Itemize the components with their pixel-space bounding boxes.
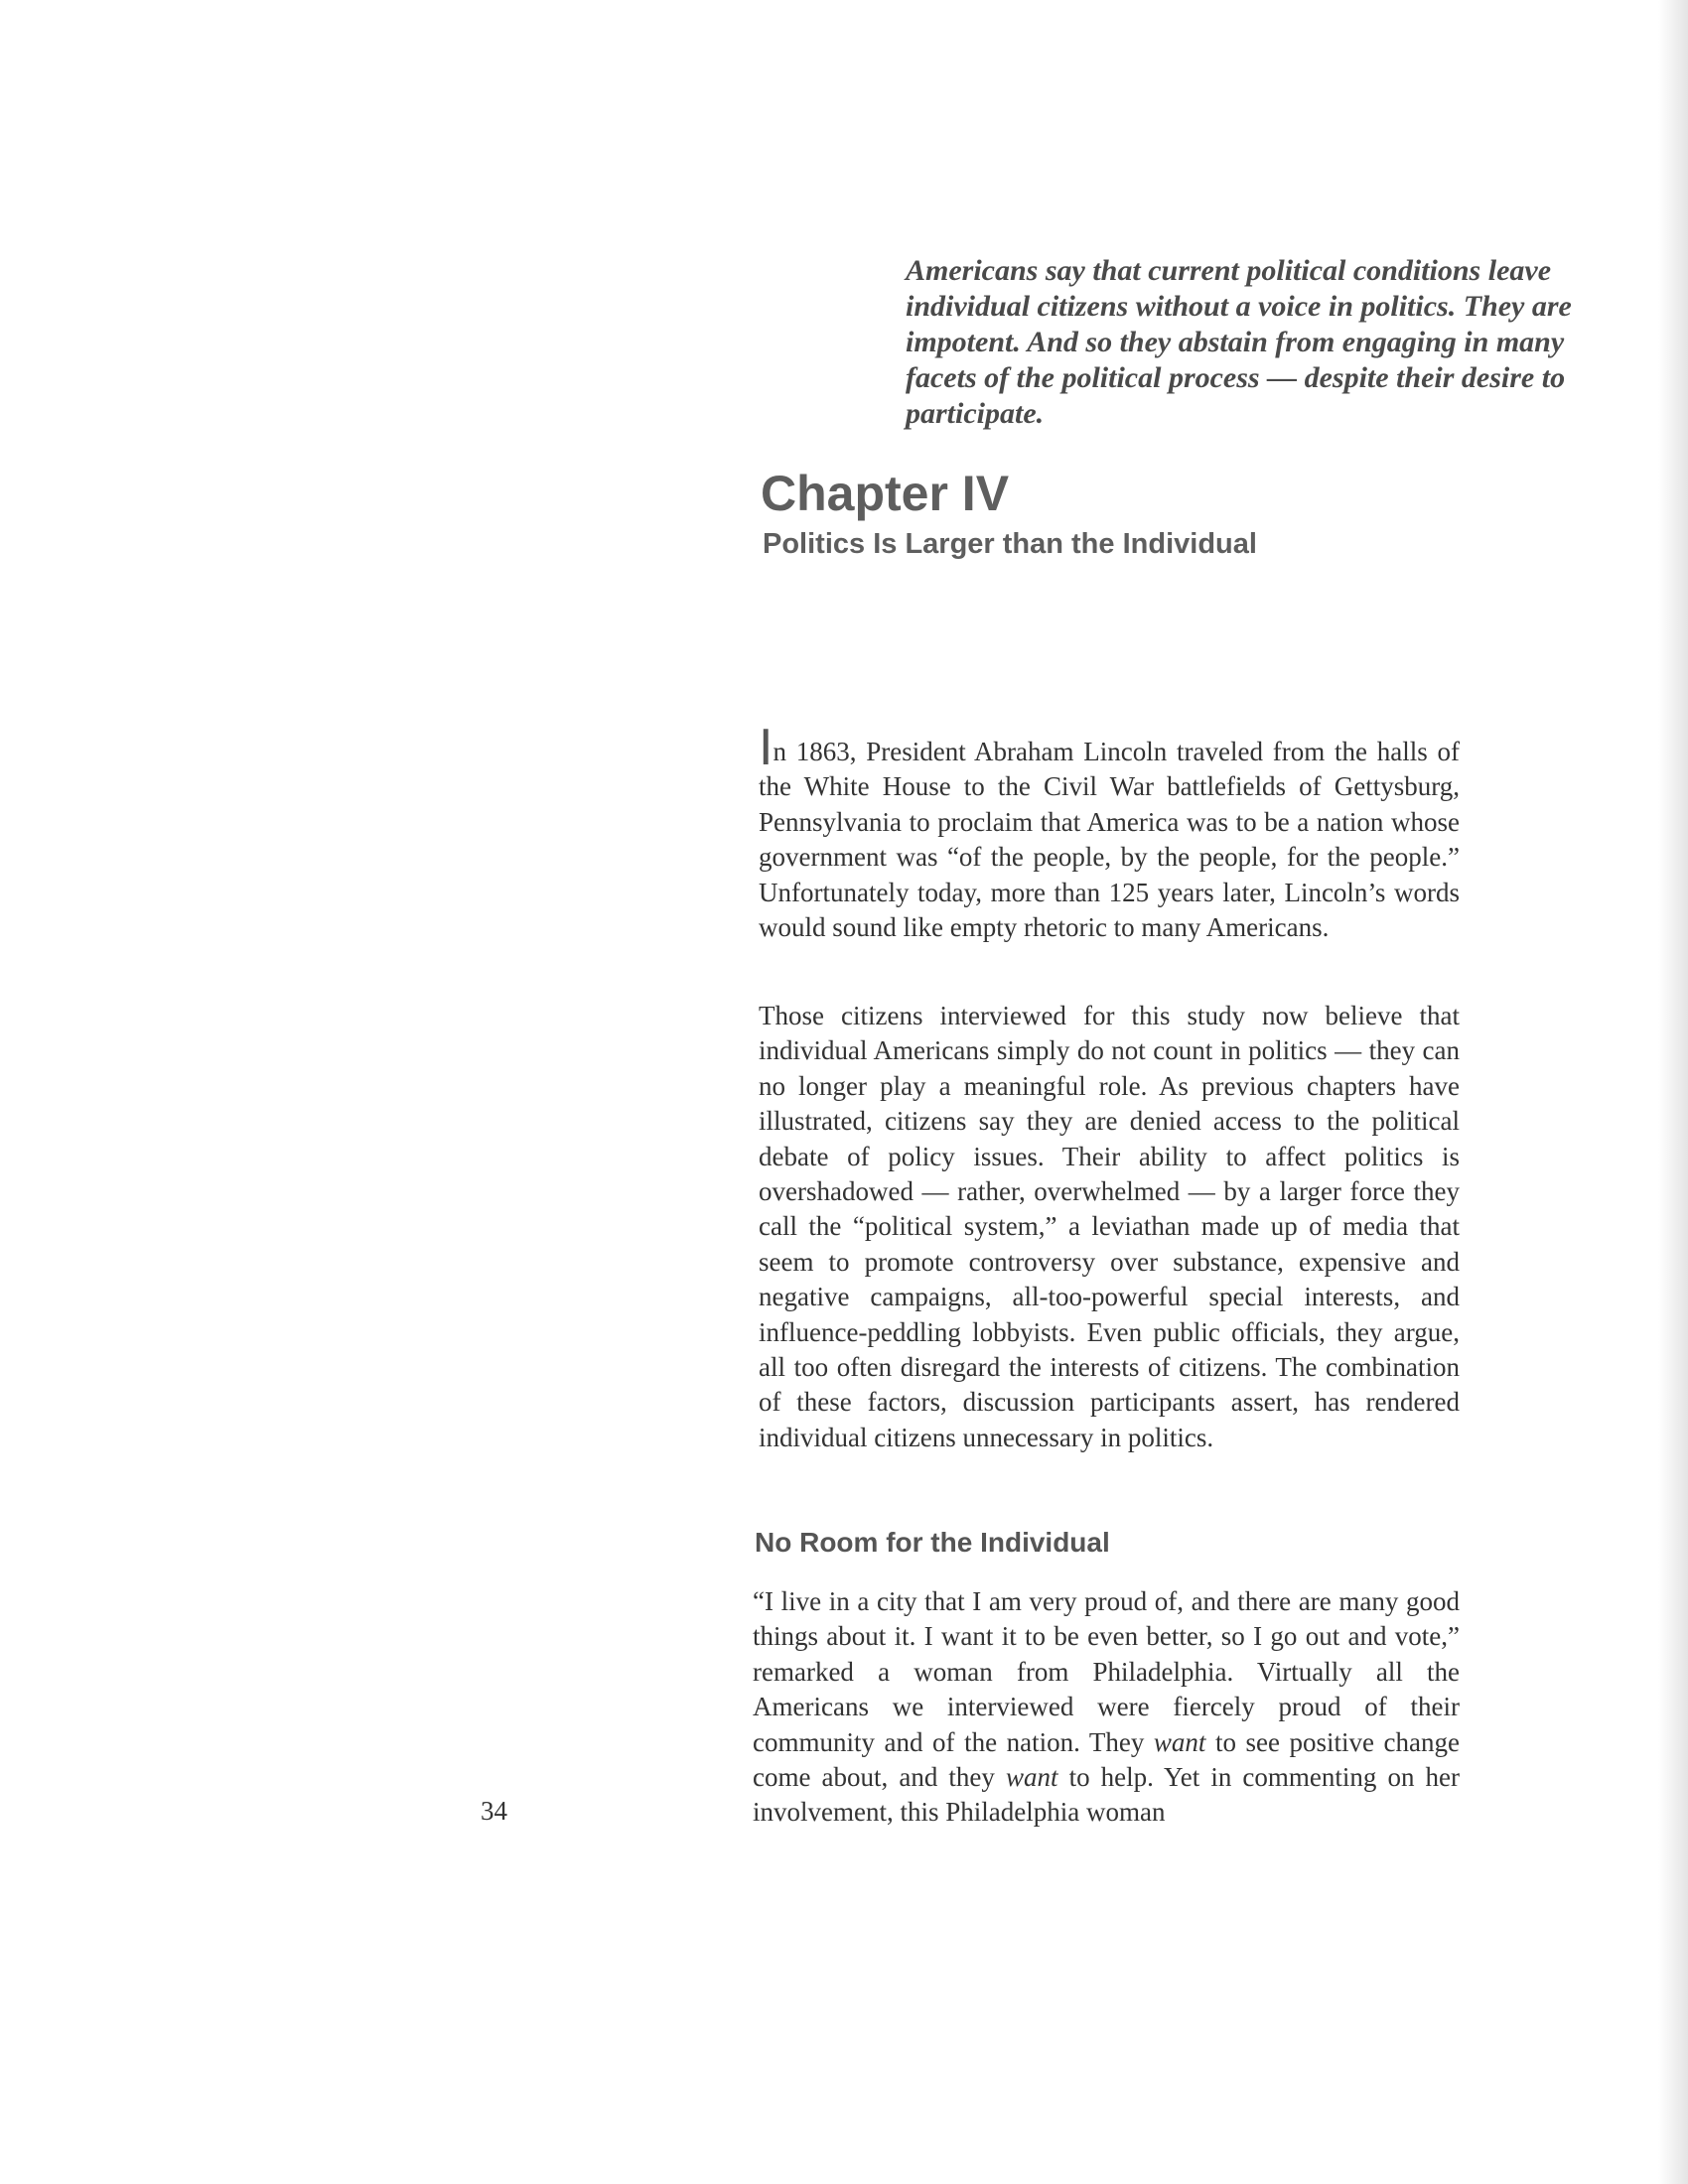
body-paragraph-1 [759, 719, 1460, 945]
body-paragraph-2: Those citizens interviewed for this study now believe that individual Americans simply do not count in politics — they can no longer play a meaningful role. As previous chapters have illustrated, citizens say they are denied access to the political debate of policy issues. Their ability to affect politics is overshadowed — rather, overwhelmed — by a larger force they call the “political system,” a leviathan made up of media that seem to promote controversy over substance, expensive and negative campaigns, all-too-powerful special interests, and influence-peddling lobbyists. Even public officials, they argue, all too often disregard the interests of citizens. The combination of these factors, discussion participants assert, has rendered individual citizens unnecessary in politics. [759, 1001, 1460, 1452]
page-edge-shadow [1658, 0, 1688, 2184]
body-paragraph-3 [753, 1584, 1460, 1831]
chapter-subtitle: Politics Is Larger than the Individual [763, 528, 1257, 560]
chapter-title: Chapter IV [761, 466, 1010, 521]
paragraph-1-text: n 1863, President Abraham Lincoln traveled from the halls of the White House to the Civil War battlefields of Gettysburg, Pennsylvania to proclaim that America was to be a nation whose government was “of the people, by the people, for the people.” Unfortunately today, more than 125 years later, Lincoln’s words would sound like empty rhetoric to many Americans. [759, 737, 1460, 943]
page-number: 34 [481, 1796, 507, 1826]
section-heading: No Room for the Individual [755, 1527, 1110, 1558]
paragraph-3-part-1: “I live in a city that I am very proud of, and there are many good things about it. I want it to be even better, so I go out and vote,” remarked a woman from Philadelphia. Virtually all the Americans we interviewed were fiercely proud of their community and of the nation. They [753, 1586, 1460, 1757]
drop-cap: I [759, 719, 774, 776]
paragraph-3-part-3: to help. Yet in commenting on her involvement, this Philadelphia woman [753, 1762, 1460, 1828]
chapter-epigraph: Americans say that current political conditions leave individual citizens without a voice in politics. They are impotent. And so they abstain from engaging in many facets of the political process — despite their desire to participate. [906, 254, 1572, 430]
emphasis-want-2: want [1005, 1762, 1058, 1793]
paragraph-3-part-2: to see positive change come about, and they [753, 1726, 1460, 1793]
emphasis-want-1: want [1153, 1726, 1206, 1757]
